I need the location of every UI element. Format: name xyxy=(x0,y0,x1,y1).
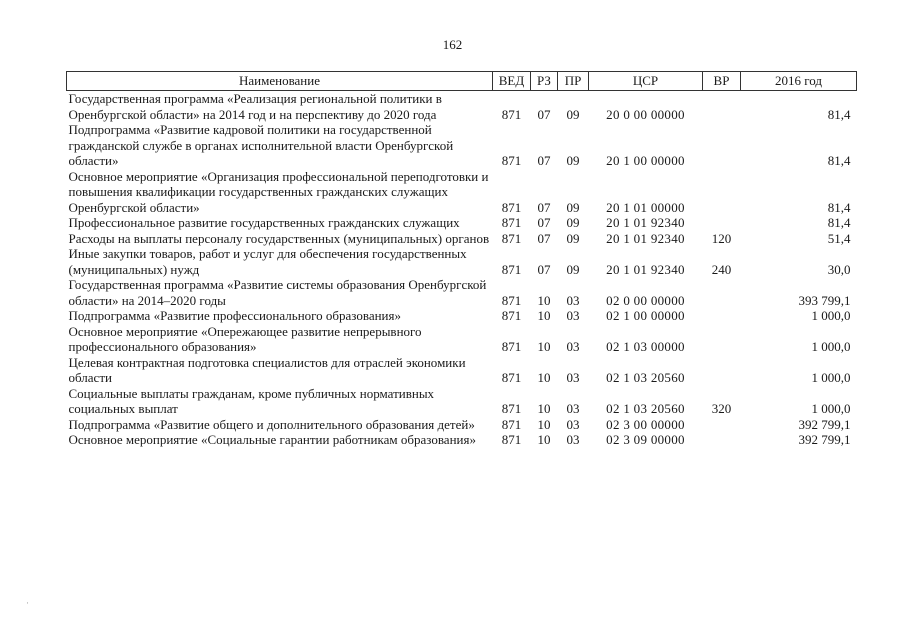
table-row xyxy=(67,355,857,386)
cell-pr: 03 xyxy=(566,308,580,323)
cell-vr xyxy=(703,215,741,231)
scan-mark: · xyxy=(26,598,29,608)
cell-ved: 871 xyxy=(501,432,522,447)
cell-csr: 02 1 03 00000 xyxy=(606,339,685,354)
table-row xyxy=(67,277,857,308)
cell-vr xyxy=(703,91,741,123)
cell-pr: 09 xyxy=(566,199,580,215)
cell-ved: 871 xyxy=(501,199,522,215)
cell-rz: 07 xyxy=(537,106,551,122)
table-row xyxy=(67,122,857,169)
cell-vr xyxy=(703,122,741,169)
table-header xyxy=(67,72,857,91)
cell-csr: 20 1 01 92340 xyxy=(606,261,685,277)
cell-ved: 871 xyxy=(501,308,522,323)
cell-amount: 81,4 xyxy=(827,153,851,168)
cell-csr: 20 0 00 00000 xyxy=(606,106,685,122)
cell-pr: 03 xyxy=(566,292,580,308)
header-ved: ВЕД xyxy=(493,72,531,91)
cell-name: Профессиональное развитие государственных гражданских служащих xyxy=(68,215,460,230)
header-rz: РЗ xyxy=(531,72,558,91)
cell-rz: 10 xyxy=(537,339,551,354)
cell-amount: 1 000,0 xyxy=(811,339,851,354)
cell-amount: 392 799,1 xyxy=(798,416,851,432)
cell-amount: 81,4 xyxy=(827,215,851,230)
cell-vr xyxy=(703,277,741,308)
header-row xyxy=(67,72,857,91)
cell-name: Целевая контрактная подготовка специалистов для отраслей экономики области xyxy=(68,354,466,385)
cell-amount: 81,4 xyxy=(827,106,851,122)
cell-ved: 871 xyxy=(501,261,522,277)
table-row xyxy=(67,324,857,355)
cell-vr xyxy=(703,432,741,448)
cell-rz: 10 xyxy=(537,401,551,416)
table-row xyxy=(67,91,857,123)
cell-rz: 10 xyxy=(537,432,551,447)
cell-name: Подпрограмма «Развитие общего и дополнительного образования детей» xyxy=(68,416,475,432)
cell-name: Основное мероприятие «Опережающее развитие непрерывного профессионального образования» xyxy=(68,323,422,354)
cell-vr: 120 xyxy=(711,230,732,246)
cell-ved: 871 xyxy=(501,370,522,385)
cell-vr xyxy=(703,324,741,355)
cell-pr: 09 xyxy=(566,106,580,122)
cell-ved: 871 xyxy=(501,416,522,432)
cell-csr: 02 1 03 20560 xyxy=(606,370,685,385)
cell-vr: 240 xyxy=(711,261,732,277)
cell-csr: 20 1 01 92340 xyxy=(606,215,685,230)
cell-csr: 20 1 00 00000 xyxy=(606,153,685,168)
cell-name: Расходы на выплаты персоналу государственных (муниципальных) органов xyxy=(68,230,490,246)
cell-name: Социальные выплаты гражданам, кроме публичных нормативных социальных выплат xyxy=(68,385,435,416)
cell-amount: 1 000,0 xyxy=(811,401,851,416)
cell-rz: 10 xyxy=(537,416,551,432)
cell-name: Иные закупки товаров, работ и услуг для обеспечения государственных (муниципальных) нужд xyxy=(68,246,467,277)
table-row xyxy=(67,432,857,448)
cell-pr: 09 xyxy=(566,230,580,246)
cell-csr: 02 3 00 00000 xyxy=(606,416,685,432)
cell-vr xyxy=(703,308,741,324)
cell-rz: 07 xyxy=(537,215,551,230)
cell-amount: 30,0 xyxy=(827,261,851,277)
cell-vr xyxy=(703,355,741,386)
budget-table xyxy=(66,71,857,448)
cell-rz: 10 xyxy=(537,292,551,308)
cell-amount: 1 000,0 xyxy=(811,308,851,323)
cell-pr: 03 xyxy=(566,339,580,354)
cell-name: Основное мероприятие «Социальные гарантии работникам образования» xyxy=(68,432,476,447)
cell-pr: 03 xyxy=(566,416,580,432)
cell-csr: 02 0 00 00000 xyxy=(606,292,685,308)
cell-amount: 1 000,0 xyxy=(811,370,851,385)
cell-pr: 03 xyxy=(566,370,580,385)
cell-rz: 07 xyxy=(537,199,551,215)
cell-ved: 871 xyxy=(501,106,522,122)
table-row xyxy=(67,417,857,433)
cell-csr: 20 1 01 00000 xyxy=(606,199,685,215)
table-row xyxy=(67,169,857,216)
cell-name: Основное мероприятие «Организация профессиональной переподготовки и повышения квалификации государственных гражданских служащих Оренбургской области» xyxy=(68,168,489,215)
cell-vr: 320 xyxy=(711,401,732,416)
cell-pr: 09 xyxy=(566,153,580,168)
header-vr: ВР xyxy=(703,72,741,91)
cell-rz: 10 xyxy=(537,308,551,323)
table-body xyxy=(67,91,857,448)
cell-rz: 07 xyxy=(537,153,551,168)
header-year: 2016 год xyxy=(741,72,857,91)
cell-csr: 02 1 03 20560 xyxy=(606,401,685,416)
header-csr: ЦСР xyxy=(589,72,703,91)
cell-name: Подпрограмма «Развитие профессионального образования» xyxy=(68,308,401,323)
cell-ved: 871 xyxy=(501,292,522,308)
cell-pr: 03 xyxy=(566,432,580,447)
cell-vr xyxy=(703,169,741,216)
cell-rz: 07 xyxy=(537,230,551,246)
header-name: Наименование xyxy=(67,72,493,91)
cell-ved: 871 xyxy=(501,339,522,354)
cell-amount: 51,4 xyxy=(827,230,851,246)
cell-ved: 871 xyxy=(501,153,522,168)
page-number: 162 xyxy=(442,37,463,52)
table-row xyxy=(67,231,857,247)
cell-rz: 07 xyxy=(537,261,551,277)
cell-pr: 09 xyxy=(566,261,580,277)
header-pr: ПР xyxy=(558,72,589,91)
cell-ved: 871 xyxy=(501,401,522,416)
cell-pr: 03 xyxy=(566,401,580,416)
cell-csr: 02 3 09 00000 xyxy=(606,432,685,447)
cell-rz: 10 xyxy=(537,370,551,385)
cell-csr: 20 1 01 92340 xyxy=(606,230,685,246)
cell-vr xyxy=(703,417,741,433)
cell-ved: 871 xyxy=(501,215,522,230)
cell-amount: 392 799,1 xyxy=(798,432,851,447)
cell-ved: 871 xyxy=(501,230,522,246)
cell-csr: 02 1 00 00000 xyxy=(606,308,685,323)
cell-amount: 393 799,1 xyxy=(798,292,851,308)
table-row xyxy=(67,308,857,324)
cell-amount: 81,4 xyxy=(827,199,851,215)
table-row xyxy=(67,246,857,277)
cell-pr: 09 xyxy=(566,215,580,230)
cell-name: Государственная программа «Развитие системы образования Оренбургской области» на 2014–2020 годы xyxy=(68,277,487,308)
cell-name: Подпрограмма «Развитие кадровой политики на государственной гражданской службе в органах исполнительной власти Оренбургской области» xyxy=(68,122,454,168)
table-row xyxy=(67,386,857,417)
cell-name: Государственная программа «Реализация региональной политики в Оренбургской области» на 2014 год и на перспективу до 2020 года xyxy=(68,91,442,122)
table-row xyxy=(67,215,857,231)
